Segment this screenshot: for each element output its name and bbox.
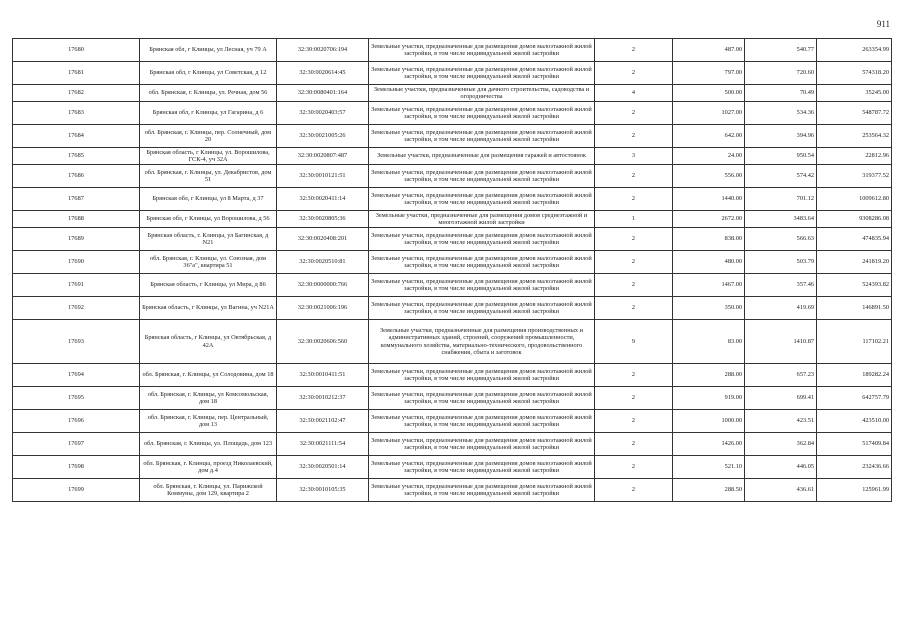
row-area: 521.10 <box>673 456 745 479</box>
row-address: Брянская область, г Клинцы, ул Вагина, уч N21А <box>140 297 277 320</box>
row-use-group: 2 <box>595 228 673 251</box>
row-land-use: Земельные участки, предназначенные для размещения гаражей и автостоянок <box>369 148 595 165</box>
row-address: обл. Брянская, г. Клинцы, пер. Центральный, дом 13 <box>140 410 277 433</box>
row-land-use: Земельные участки, предназначенные для размещения домов малоэтажной жилой застройки, в том числе индивидуальной жилой застройки <box>369 125 595 148</box>
row-land-use: Земельные участки, предназначенные для размещения домов малоэтажной жилой застройки, в том числе индивидуальной жилой застройки <box>369 39 595 62</box>
row-cadastral-value: 35245.00 <box>817 85 892 102</box>
row-cadastral-value: 253564.32 <box>817 125 892 148</box>
row-area: 480.00 <box>673 251 745 274</box>
row-cadastral-number: 32:30:0020606:560 <box>277 320 369 364</box>
table-row <box>13 39 892 62</box>
row-address: обл. Брянская, г. Клинцы, ул. Декабристов, дом 51 <box>140 165 277 188</box>
table-row <box>13 456 892 479</box>
row-land-use: Земельные участки, предназначенные для размещения производственных и административных зданий, строений, сооружений промышленности, коммунального хозяйства, материально-технического, продовольственного снабжения, сбыта и заготовок <box>369 320 595 364</box>
row-land-use: Земельные участки, предназначенные для размещения домов малоэтажной жилой застройки, в том числе индивидуальной жилой застройки <box>369 433 595 456</box>
row-specific-value: 446.05 <box>745 456 817 479</box>
row-number: 17694 <box>13 364 140 387</box>
row-number: 17680 <box>13 39 140 62</box>
row-use-group: 9 <box>595 320 673 364</box>
row-number: 17684 <box>13 125 140 148</box>
row-specific-value: 701.12 <box>745 188 817 211</box>
row-address: Брянская область, г Клинцы, ул Октябрьская, д 42А <box>140 320 277 364</box>
row-land-use: Земельные участки, предназначенные для размещения домов малоэтажной жилой застройки, в том числе индивидуальной жилой застройки <box>369 387 595 410</box>
row-cadastral-number: 32:30:0021005:26 <box>277 125 369 148</box>
row-cadastral-value: 1009612.80 <box>817 188 892 211</box>
row-area: 642.00 <box>673 125 745 148</box>
row-specific-value: 574.42 <box>745 165 817 188</box>
table-row <box>13 251 892 274</box>
row-number: 17681 <box>13 62 140 85</box>
row-use-group: 2 <box>595 125 673 148</box>
row-area: 797.00 <box>673 62 745 85</box>
row-cadastral-value: 241819.20 <box>817 251 892 274</box>
row-cadastral-value: 319377.52 <box>817 165 892 188</box>
table-row <box>13 211 892 228</box>
row-land-use: Земельные участки, предназначенные для размещения домов малоэтажной жилой застройки, в том числе индивидуальной жилой застройки <box>369 228 595 251</box>
row-number: 17683 <box>13 102 140 125</box>
row-land-use: Земельные участки, предназначенные для размещения домов малоэтажной жилой застройки, в том числе индивидуальной жилой застройки <box>369 251 595 274</box>
table-row <box>13 297 892 320</box>
row-address: Брянская область, г. Клинцы, ул Багинская, д N21 <box>140 228 277 251</box>
row-area: 500.00 <box>673 85 745 102</box>
row-area: 288.50 <box>673 479 745 502</box>
row-area: 1000.00 <box>673 410 745 433</box>
row-land-use: Земельные участки, предназначенные для размещения домов малоэтажной жилой застройки, в том числе индивидуальной жилой застройки <box>369 297 595 320</box>
row-cadastral-number: 32:30:0020403:57 <box>277 102 369 125</box>
row-cadastral-number: 32:30:0021006:196 <box>277 297 369 320</box>
row-cadastral-number: 32:30:0020501:14 <box>277 456 369 479</box>
row-cadastral-number: 32:30:0020510:81 <box>277 251 369 274</box>
row-specific-value: 394.96 <box>745 125 817 148</box>
row-specific-value: 657.23 <box>745 364 817 387</box>
row-address: Брянская обл, г Клинцы, ул Лесная, уч 79 А <box>140 39 277 62</box>
row-land-use: Земельные участки, предназначенные для размещения домов малоэтажной жилой застройки, в том числе индивидуальной жилой застройки <box>369 479 595 502</box>
row-cadastral-value: 574318.20 <box>817 62 892 85</box>
row-land-use: Земельные участки, предназначенные для размещения домов малоэтажной жилой застройки, в том числе индивидуальной жилой застройки <box>369 410 595 433</box>
row-cadastral-value: 423510.00 <box>817 410 892 433</box>
row-cadastral-number: 32:30:0020408:201 <box>277 228 369 251</box>
row-address: обл. Брянская, г. Клинцы, ул. Речная, дом 56 <box>140 85 277 102</box>
row-area: 288.00 <box>673 364 745 387</box>
row-cadastral-value: 117102.21 <box>817 320 892 364</box>
row-cadastral-number: 32:30:0010411:51 <box>277 364 369 387</box>
row-land-use: Земельные участки, предназначенные для размещения домов малоэтажной жилой застройки, в том числе индивидуальной жилой застройки <box>369 62 595 85</box>
row-area: 350.00 <box>673 297 745 320</box>
row-specific-value: 720.60 <box>745 62 817 85</box>
row-specific-value: 3483.64 <box>745 211 817 228</box>
row-use-group: 2 <box>595 188 673 211</box>
row-use-group: 2 <box>595 410 673 433</box>
row-address: Брянская обл, г Клинцы, ул 8 Марта, д 37 <box>140 188 277 211</box>
row-cadastral-number: 32:30:0000000:766 <box>277 274 369 297</box>
row-land-use: Земельные участки, предназначенные для размещения домов малоэтажной жилой застройки, в том числе индивидуальной жилой застройки <box>369 364 595 387</box>
row-cadastral-value: 189282.24 <box>817 364 892 387</box>
table-row <box>13 148 892 165</box>
row-number: 17687 <box>13 188 140 211</box>
row-address: обл. Брянская, г. Клинцы, пер. Солнечный, дом 20 <box>140 125 277 148</box>
row-cadastral-number: 32:30:0020807:487 <box>277 148 369 165</box>
row-number: 17686 <box>13 165 140 188</box>
row-use-group: 1 <box>595 211 673 228</box>
table-body <box>13 39 892 502</box>
row-address: Брянская обл, г Клинцы, ул Советская, д 12 <box>140 62 277 85</box>
row-area: 1467.00 <box>673 274 745 297</box>
row-address: обл. Брянская, г. Клинцы, ул. Союзная, дом 36"а", квартира 51 <box>140 251 277 274</box>
table-row <box>13 274 892 297</box>
row-land-use: Земельные участки, предназначенные для размещения домов малоэтажной жилой застройки, в том числе индивидуальной жилой застройки <box>369 102 595 125</box>
row-use-group: 2 <box>595 433 673 456</box>
row-specific-value: 419.69 <box>745 297 817 320</box>
row-cadastral-value: 9308286.08 <box>817 211 892 228</box>
row-cadastral-number: 32:30:0020614:45 <box>277 62 369 85</box>
table-row <box>13 188 892 211</box>
row-cadastral-number: 32:30:0010105:35 <box>277 479 369 502</box>
row-number: 17697 <box>13 433 140 456</box>
row-cadastral-number: 32:30:0020805:36 <box>277 211 369 228</box>
row-number: 17691 <box>13 274 140 297</box>
row-address: Брянская обл, г Клинцы, ул Гагарина, д 6 <box>140 102 277 125</box>
table-row <box>13 85 892 102</box>
row-specific-value: 423.51 <box>745 410 817 433</box>
row-cadastral-value: 548787.72 <box>817 102 892 125</box>
row-address: обл. Брянская, г. Клинцы, проезд Николаевский, дом д.4 <box>140 456 277 479</box>
row-cadastral-value: 517409.84 <box>817 433 892 456</box>
row-area: 1440.00 <box>673 188 745 211</box>
row-use-group: 2 <box>595 479 673 502</box>
table-row <box>13 165 892 188</box>
row-number: 17689 <box>13 228 140 251</box>
table-row <box>13 62 892 85</box>
row-address: обл. Брянская, г. Клинцы, ул Комсомольская, дом 18 <box>140 387 277 410</box>
table-row <box>13 320 892 364</box>
row-specific-value: 1410.87 <box>745 320 817 364</box>
row-use-group: 2 <box>595 39 673 62</box>
row-specific-value: 540.77 <box>745 39 817 62</box>
row-land-use: Земельные участки, предназначенные для размещения домов среднеэтажной и многоэтажной жилой застройки <box>369 211 595 228</box>
table-row <box>13 228 892 251</box>
row-specific-value: 950.54 <box>745 148 817 165</box>
row-cadastral-value: 22812.96 <box>817 148 892 165</box>
row-cadastral-number: 32:30:0021102:47 <box>277 410 369 433</box>
table-row <box>13 410 892 433</box>
row-use-group: 2 <box>595 251 673 274</box>
row-address: Брянская обл, г Клинцы, ул Ворошилова, д 56 <box>140 211 277 228</box>
row-address: обл. Брянская, г. Клинцы, ул. Площадь, дом 123 <box>140 433 277 456</box>
row-use-group: 2 <box>595 102 673 125</box>
row-cadastral-value: 524393.82 <box>817 274 892 297</box>
row-number: 17693 <box>13 320 140 364</box>
row-cadastral-value: 232436.66 <box>817 456 892 479</box>
row-area: 2672.00 <box>673 211 745 228</box>
row-use-group: 2 <box>595 387 673 410</box>
row-land-use: Земельные участки, предназначенные для размещения домов малоэтажной жилой застройки, в том числе индивидуальной жилой застройки <box>369 274 595 297</box>
row-number: 17698 <box>13 456 140 479</box>
row-land-use: Земельные участки, предназначенные для размещения домов малоэтажной жилой застройки, в том числе индивидуальной жилой застройки <box>369 165 595 188</box>
row-address: Брянская область, г Клинцы, ул. Ворошилова, ГСК-4, уч 32А <box>140 148 277 165</box>
table-row <box>13 364 892 387</box>
row-land-use: Земельные участки, предназначенные для размещения домов малоэтажной жилой застройки, в том числе индивидуальной жилой застройки <box>369 188 595 211</box>
row-number: 17690 <box>13 251 140 274</box>
row-number: 17692 <box>13 297 140 320</box>
row-number: 17685 <box>13 148 140 165</box>
row-area: 919.00 <box>673 387 745 410</box>
row-specific-value: 357.46 <box>745 274 817 297</box>
row-address: обл. Брянская, г. Клинцы, ул Солодовина, дом 18 <box>140 364 277 387</box>
row-area: 1027.00 <box>673 102 745 125</box>
row-cadastral-value: 474835.94 <box>817 228 892 251</box>
row-area: 838.00 <box>673 228 745 251</box>
row-number: 17699 <box>13 479 140 502</box>
row-specific-value: 534.36 <box>745 102 817 125</box>
row-specific-value: 566.63 <box>745 228 817 251</box>
row-area: 1426.00 <box>673 433 745 456</box>
row-cadastral-number: 32:30:0010212:37 <box>277 387 369 410</box>
row-cadastral-number: 32:30:0020706:194 <box>277 39 369 62</box>
row-specific-value: 70.49 <box>745 85 817 102</box>
row-cadastral-value: 146891.50 <box>817 297 892 320</box>
row-specific-value: 699.41 <box>745 387 817 410</box>
table-row <box>13 102 892 125</box>
row-use-group: 2 <box>595 62 673 85</box>
row-use-group: 2 <box>595 456 673 479</box>
row-area: 487.00 <box>673 39 745 62</box>
row-area: 83.00 <box>673 320 745 364</box>
row-cadastral-value: 125961.99 <box>817 479 892 502</box>
row-land-use: Земельные участки, предназначенные для дачного строительства, садоводства и огородничества <box>369 85 595 102</box>
row-specific-value: 362.84 <box>745 433 817 456</box>
row-use-group: 2 <box>595 165 673 188</box>
row-number: 17695 <box>13 387 140 410</box>
row-number: 17696 <box>13 410 140 433</box>
row-use-group: 2 <box>595 364 673 387</box>
row-cadastral-number: 32:30:0020411:14 <box>277 188 369 211</box>
row-cadastral-value: 263354.99 <box>817 39 892 62</box>
row-area: 24.00 <box>673 148 745 165</box>
row-number: 17682 <box>13 85 140 102</box>
row-cadastral-number: 32:30:0080401:164 <box>277 85 369 102</box>
table-row <box>13 387 892 410</box>
page-number: 911 <box>876 19 890 29</box>
table-row <box>13 433 892 456</box>
row-cadastral-number: 32:30:0021111:54 <box>277 433 369 456</box>
row-specific-value: 503.79 <box>745 251 817 274</box>
row-land-use: Земельные участки, предназначенные для размещения домов малоэтажной жилой застройки, в том числе индивидуальной жилой застройки <box>369 456 595 479</box>
row-specific-value: 436.61 <box>745 479 817 502</box>
row-cadastral-value: 642757.79 <box>817 387 892 410</box>
row-address: Брянская область, г Клинцы, ул Мира, д 86 <box>140 274 277 297</box>
row-cadastral-number: 32:30:0010121:51 <box>277 165 369 188</box>
row-use-group: 4 <box>595 85 673 102</box>
table-row <box>13 125 892 148</box>
row-use-group: 3 <box>595 148 673 165</box>
cadastral-value-table <box>12 38 892 502</box>
row-number: 17688 <box>13 211 140 228</box>
table-row <box>13 479 892 502</box>
row-use-group: 2 <box>595 297 673 320</box>
row-area: 556.00 <box>673 165 745 188</box>
row-address: обл. Брянская, г. Клинцы, ул. Парижской Коммуны, дом 129, квартира 2 <box>140 479 277 502</box>
row-use-group: 2 <box>595 274 673 297</box>
